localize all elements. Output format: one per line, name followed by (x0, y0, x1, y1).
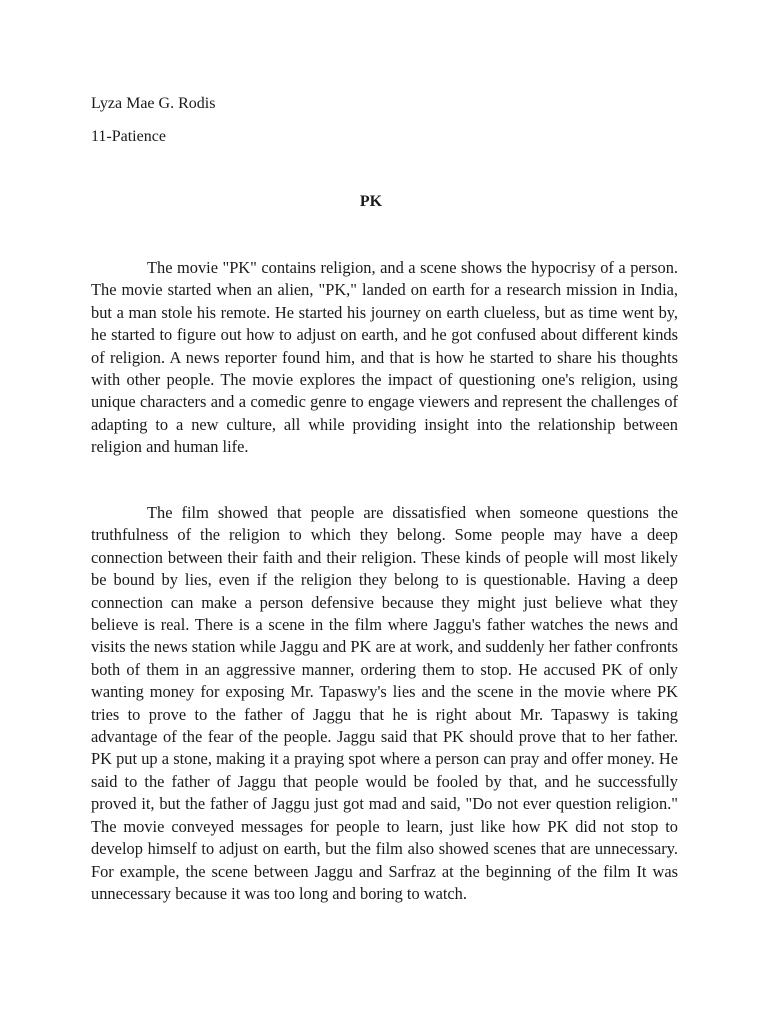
body-paragraph-2: The film showed that people are dissatisfied when someone questions the truthfulness of the religion to which they belong. Some people may have a deep connection between their faith and their religion. These kinds of people will most likely be bound by lies, even if the religion they belong to is questionable. Having a deep connection can make a person defensive because they might just believe what they believe is real. There is a scene in the film where Jaggu's father watches the news and visits the news station while Jaggu and PK are at work, and suddenly her father confronts both of them in an aggressive manner, ordering them to stop. He accused PK of only wanting money for exposing Mr. Tapaswy's lies and the scene in the movie where PK tries to prove to the father of Jaggu that he is right about Mr. Tapaswy is taking advantage of the fear of the people. Jaggu said that PK should prove that to her father. PK put up a stone, making it a praying spot where a person can pray and offer money. He said to the father of Jaggu that people would be fooled by that, and he successfully proved it, but the father of Jaggu just got mad and said, "Do not ever question religion." The movie conveyed messages for people to learn, just like how PK did not stop to develop himself to adjust on earth, but the film also showed scenes that are unnecessary. For example, the scene between Jaggu and Sarfraz at the beginning of the film It was unnecessary because it was too long and boring to watch. (91, 503, 678, 903)
class-section: 11-Patience (91, 128, 166, 145)
author-name: Lyza Mae G. Rodis (91, 95, 216, 112)
document-title: PK (359, 193, 383, 210)
body-paragraph-1: The movie "PK" contains religion, and a scene shows the hypocrisy of a person. The movie started when an alien, "PK," landed on earth for a research mission in India, but a man stole his remote. He started his journey on earth clueless, but as time went by, he started to figure out how to adjust on earth, and he got confused about different kinds of religion. A news reporter found him, and that is how he started to share his thoughts with other people. The movie explores the impact of questioning one's religion, using unique characters and a comedic genre to engage viewers and represent the challenges of adapting to a new culture, all while providing insight into the relationship between religion and human life. (91, 258, 678, 457)
